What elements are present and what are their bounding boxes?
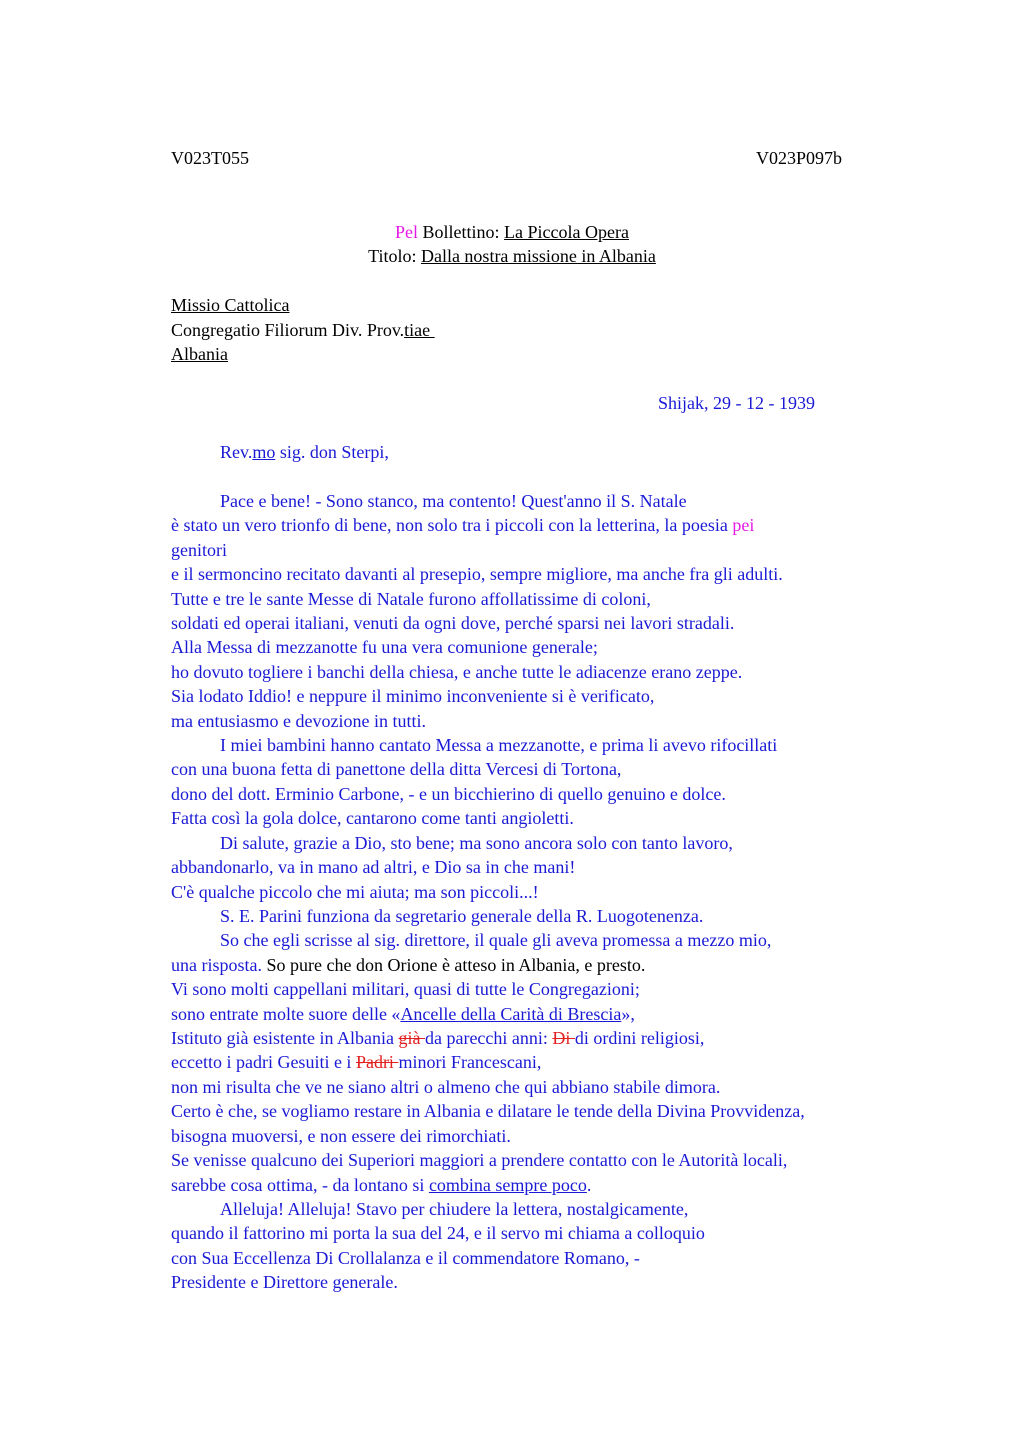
- body-line: Alla Messa di mezzanotte fu una vera comunione generale;: [171, 637, 598, 657]
- title-value: Dalla nostra missione in Albania: [420, 246, 656, 266]
- body-line: Tutte e tre le sante Messe di Natale furono affollatissime di coloni,: [171, 589, 651, 609]
- bulletin-label: Bollettino:: [418, 222, 505, 242]
- body-line: genitori: [171, 540, 227, 560]
- body-line: dono del dott. Erminio Carbone, - e un bicchierino di quello genuino e dolce.: [171, 784, 726, 804]
- body-line: I miei bambini hanno cantato Messa a mezzanotte, e prima li avevo rifocillati: [220, 735, 778, 755]
- body-line: Sia lodato Iddio! e neppure il minimo inconveniente si è verificato,: [171, 686, 655, 706]
- body-line: So che egli scrisse al sig. direttore, il quale gli aveva promessa a mezzo mio,: [220, 930, 772, 950]
- body-line: Presidente e Direttore generale.: [171, 1272, 398, 1292]
- salutation: Rev.mo sig. don Sterpi,: [220, 442, 389, 462]
- deleted-text: Di: [552, 1028, 575, 1048]
- deleted-text: già: [398, 1028, 425, 1048]
- body-line: C'è qualche piccolo che mi aiuta; ma son piccoli...!: [171, 882, 539, 902]
- deleted-text: Padri: [355, 1052, 399, 1072]
- body-line: Fatta così la gola dolce, cantarono come tanti angioletti.: [171, 808, 574, 828]
- bulletin-line: [0, 221, 1024, 243]
- body-line: eccetto i padri Gesuiti e i Padri minori Francescani,: [171, 1052, 542, 1072]
- body-line: sono entrate molte suore delle «Ancelle della Carità di Brescia»,: [171, 1004, 635, 1024]
- bulletin-name: La Piccola Opera: [504, 222, 629, 242]
- right-code: V023P097b: [756, 148, 843, 168]
- body-line: con una buona fetta di panettone della ditta Vercesi di Tortona,: [171, 759, 622, 779]
- title-line: [0, 245, 1024, 267]
- body-line: Se venisse qualcuno dei Superiori maggiori a prendere contatto con le Autorità locali,: [171, 1150, 788, 1170]
- body-line: Alleluja! Alleluja! Stavo per chiudere la lettera, nostalgicamente,: [220, 1199, 689, 1219]
- body-line: ma entusiasmo e devozione in tutti.: [171, 711, 426, 731]
- title-label: Titolo:: [368, 246, 421, 266]
- body-line: ho dovuto togliere i banchi della chiesa, e anche tutte le adiacenze erano zeppe.: [171, 662, 743, 682]
- letterhead-line2: Congregatio Filiorum Div. Prov.tiae: [171, 320, 435, 340]
- body-line: è stato un vero trionfo di bene, non solo tra i piccoli con la letterina, la poesia pei: [171, 515, 755, 535]
- body-line: non mi risulta che ve ne siano altri o almeno che qui abbiano stabile dimora.: [171, 1077, 721, 1097]
- body-line: Certo è che, se vogliamo restare in Albania e dilatare le tende della Divina Provvidenza,: [171, 1101, 805, 1121]
- body-line: bisogna muoversi, e non essere dei rimorchiati.: [171, 1126, 511, 1146]
- body-line: Istituto già esistente in Albania già da parecchi anni: Di di ordini religiosi,: [171, 1028, 705, 1048]
- body-line: Pace e bene! - Sono stanco, ma contento! Quest'anno il S. Natale: [220, 491, 687, 511]
- body-line: S. E. Parini funziona da segretario generale della R. Luogotenenza.: [220, 906, 704, 926]
- left-code: V023T055: [171, 148, 249, 168]
- letterhead-line1: Missio Cattolica: [171, 295, 290, 315]
- body-line: con Sua Eccellenza Di Crollalanza e il commendatore Romano, -: [171, 1248, 640, 1268]
- body-line: soldati ed operai italiani, venuti da ogni dove, perché sparsi nei lavori stradali.: [171, 613, 735, 633]
- body-line: Di salute, grazie a Dio, sto bene; ma sono ancora solo con tanto lavoro,: [220, 833, 733, 853]
- body-line: abbandonarlo, va in mano ad altri, e Dio sa in che mani!: [171, 857, 576, 877]
- body-line: e il sermoncino recitato davanti al presepio, sempre migliore, ma anche fra gli adulti.: [171, 564, 783, 584]
- letterhead-line3: Albania: [171, 344, 228, 364]
- body-line: una risposta. So pure che don Orione è atteso in Albania, e presto.: [171, 955, 646, 975]
- body-line: sarebbe cosa ottima, - da lontano si combina sempre poco.: [171, 1175, 592, 1195]
- pel-prefix: Pel: [395, 222, 419, 242]
- body-line: quando il fattorino mi porta la sua del 24, e il servo mi chiama a colloquio: [171, 1223, 705, 1243]
- place-date: Shijak, 29 - 12 - 1939: [658, 393, 815, 413]
- body-line: Vi sono molti cappellani militari, quasi di tutte le Congregazioni;: [171, 979, 640, 999]
